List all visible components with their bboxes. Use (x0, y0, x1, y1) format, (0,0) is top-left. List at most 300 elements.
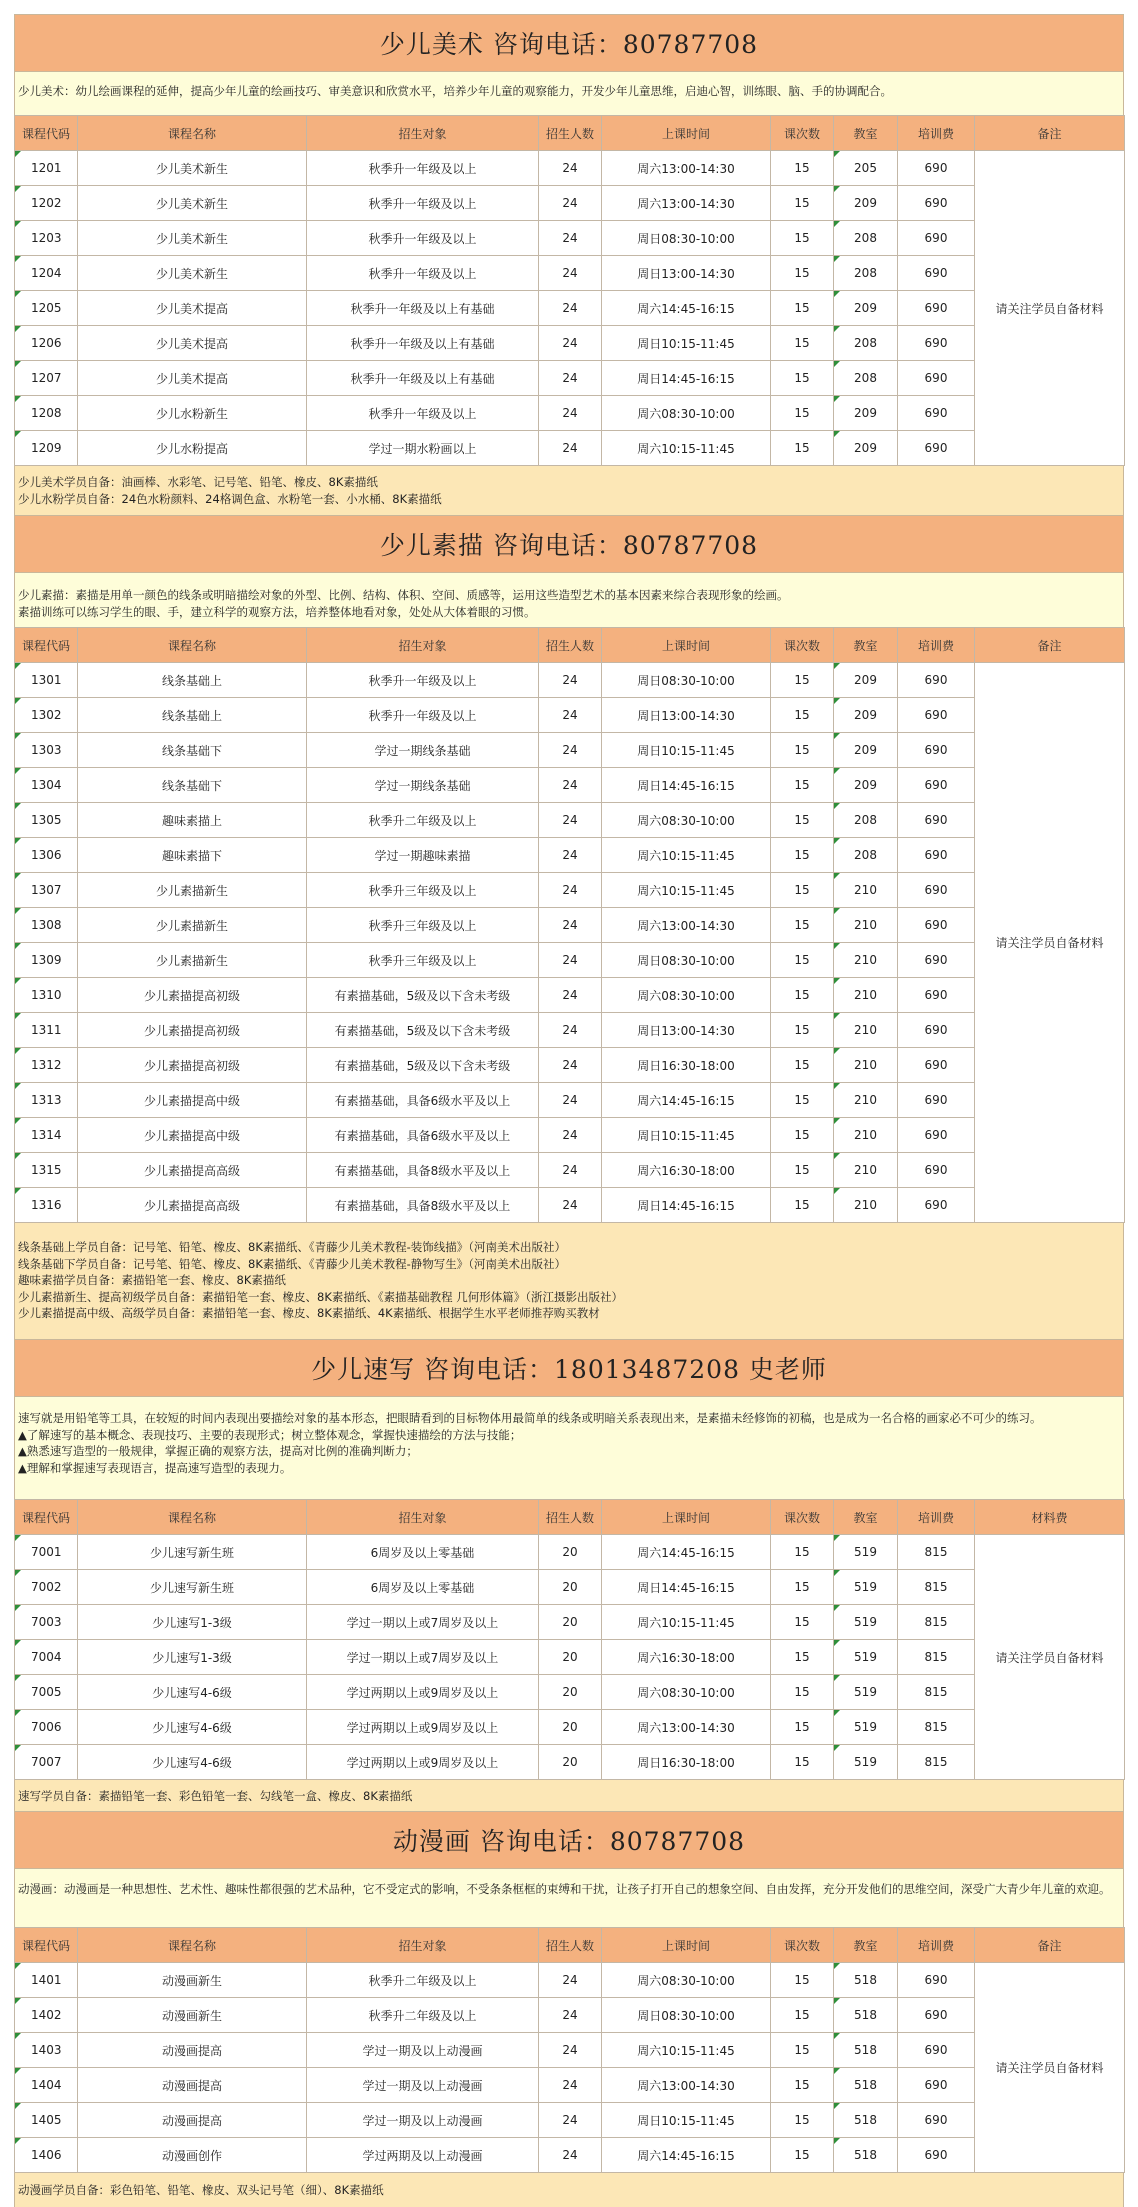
col-header-remark: 备注 (975, 628, 1125, 663)
cell-name: 少儿素描提高中级 (78, 1083, 307, 1118)
materials-note: 速写学员自备：素描铅笔一套、彩色铅笔一套、勾线笔一盒、橡皮、8K素描纸 (14, 1780, 1124, 1811)
cell-fee: 815 (898, 1640, 975, 1675)
cell-sessions: 15 (771, 1640, 834, 1675)
cell-code: 1207 (15, 361, 78, 396)
cell-time: 周日13:00-14:30 (602, 256, 771, 291)
table-row (15, 361, 1125, 396)
cell-code: 7007 (15, 1745, 78, 1780)
cell-room: 519 (834, 1675, 898, 1710)
cell-code: 1313 (15, 1083, 78, 1118)
cell-room: 518 (834, 2103, 898, 2138)
col-header-room: 教室 (834, 116, 898, 151)
cell-audience: 秋季升一年级及以上 (307, 698, 539, 733)
col-header-fee: 培训费 (898, 116, 975, 151)
table-row (15, 2033, 1125, 2068)
col-header-code: 课程代码 (15, 116, 78, 151)
table-row (15, 768, 1125, 803)
cell-code: 1205 (15, 291, 78, 326)
cell-audience: 学过一期及以上动漫画 (307, 2068, 539, 2103)
cell-fee: 690 (898, 733, 975, 768)
cell-time: 周日08:30-10:00 (602, 943, 771, 978)
table-row (15, 1570, 1125, 1605)
cell-code: 1204 (15, 256, 78, 291)
cell-room: 208 (834, 803, 898, 838)
cell-room: 519 (834, 1570, 898, 1605)
cell-code: 1402 (15, 1998, 78, 2033)
cell-time: 周六14:45-16:15 (602, 1083, 771, 1118)
cell-room: 209 (834, 431, 898, 466)
cell-code: 1209 (15, 431, 78, 466)
cell-sessions: 15 (771, 2138, 834, 2173)
cell-name: 少儿速写4-6级 (78, 1710, 307, 1745)
cell-capacity: 24 (539, 396, 602, 431)
cell-capacity: 24 (539, 1083, 602, 1118)
col-header-capacity: 招生人数 (539, 628, 602, 663)
cell-sessions: 15 (771, 2033, 834, 2068)
cell-code: 1406 (15, 2138, 78, 2173)
section-title: 少儿美术 咨询电话：80787708 (14, 14, 1124, 72)
cell-audience: 秋季升二年级及以上 (307, 1963, 539, 1998)
col-header-room: 教室 (834, 628, 898, 663)
cell-audience: 秋季升三年级及以上 (307, 943, 539, 978)
table-row (15, 873, 1125, 908)
cell-capacity: 24 (539, 1153, 602, 1188)
section-description: 动漫画：动漫画是一种思想性、艺术性、趣味性都很强的艺术品种，它不受定式的影响，不受条条框框的束缚和干扰，让孩子打开自己的想象空间、自由发挥，充分开发他们的思维空间，深受广大青少年儿童的欢迎。 (14, 1869, 1124, 1927)
cell-audience: 秋季升一年级及以上 (307, 151, 539, 186)
cell-audience: 学过一期以上或7周岁及以上 (307, 1605, 539, 1640)
cell-sessions: 15 (771, 663, 834, 698)
cell-fee: 690 (898, 221, 975, 256)
cell-room: 210 (834, 1188, 898, 1223)
cell-audience: 有素描基础，5级及以下含未考级 (307, 1048, 539, 1083)
cell-name: 少儿素描新生 (78, 873, 307, 908)
cell-code: 1311 (15, 1013, 78, 1048)
cell-capacity: 24 (539, 361, 602, 396)
cell-fee: 690 (898, 2103, 975, 2138)
cell-fee: 690 (898, 186, 975, 221)
cell-sessions: 15 (771, 1013, 834, 1048)
cell-capacity: 24 (539, 151, 602, 186)
cell-sessions: 15 (771, 733, 834, 768)
cell-time: 周六13:00-14:30 (602, 186, 771, 221)
cell-capacity: 24 (539, 873, 602, 908)
cell-name: 线条基础上 (78, 698, 307, 733)
cell-fee: 690 (898, 698, 975, 733)
cell-room: 518 (834, 2138, 898, 2173)
cell-sessions: 15 (771, 1710, 834, 1745)
cell-room: 208 (834, 326, 898, 361)
cell-fee: 690 (898, 1083, 975, 1118)
cell-fee: 690 (898, 256, 975, 291)
cell-sessions: 15 (771, 1745, 834, 1780)
cell-capacity: 24 (539, 431, 602, 466)
section-title: 少儿速写 咨询电话：18013487208 史老师 (14, 1339, 1124, 1397)
course-table (14, 1927, 1125, 2173)
cell-room: 519 (834, 1605, 898, 1640)
cell-sessions: 15 (771, 978, 834, 1013)
cell-sessions: 15 (771, 1605, 834, 1640)
cell-room: 208 (834, 838, 898, 873)
cell-time: 周日10:15-11:45 (602, 326, 771, 361)
cell-name: 少儿速写新生班 (78, 1535, 307, 1570)
table-row (15, 1048, 1125, 1083)
cell-fee: 690 (898, 838, 975, 873)
table-row (15, 908, 1125, 943)
cell-time: 周日10:15-11:45 (602, 2103, 771, 2138)
cell-room: 205 (834, 151, 898, 186)
cell-room: 209 (834, 733, 898, 768)
cell-capacity: 24 (539, 698, 602, 733)
cell-audience: 有素描基础，5级及以下含未考级 (307, 1013, 539, 1048)
cell-name: 少儿水粉提高 (78, 431, 307, 466)
cell-name: 少儿素描提高初级 (78, 1013, 307, 1048)
cell-capacity: 20 (539, 1675, 602, 1710)
course-table (14, 115, 1125, 466)
table-row (15, 1188, 1125, 1223)
cell-name: 少儿美术新生 (78, 186, 307, 221)
cell-fee: 815 (898, 1675, 975, 1710)
col-header-audience: 招生对象 (307, 1928, 539, 1963)
cell-name: 动漫画提高 (78, 2068, 307, 2103)
cell-capacity: 24 (539, 2068, 602, 2103)
cell-audience: 学过一期趣味素描 (307, 838, 539, 873)
cell-audience: 秋季升一年级及以上有基础 (307, 361, 539, 396)
cell-capacity: 20 (539, 1640, 602, 1675)
cell-audience: 有素描基础，具备6级水平及以上 (307, 1118, 539, 1153)
cell-time: 周日14:45-16:15 (602, 361, 771, 396)
cell-audience: 秋季升一年级及以上 (307, 396, 539, 431)
cell-capacity: 24 (539, 186, 602, 221)
col-header-sessions: 课次数 (771, 1500, 834, 1535)
cell-sessions: 15 (771, 873, 834, 908)
col-header-fee: 培训费 (898, 1500, 975, 1535)
cell-remark: 请关注学员自备材料 (975, 1963, 1125, 2173)
table-row (15, 2068, 1125, 2103)
materials-note: 线条基础上学员自备：记号笔、铅笔、橡皮、8K素描纸、《青藤少儿美术教程-装饰线描》（河南美术出版社） 线条基础下学员自备：记号笔、铅笔、橡皮、8K素描纸、《青藤少儿美术教程-静物写生》（河南美术出版社） 趣味素描学员自备：素描铅笔一套、橡皮、8K素描纸 少儿素描新生、提高初级学员自备：素描铅笔一套、橡皮、8K素描纸、《素描基础教程 几何形体篇》（浙江摄影出版社） 少儿素描提高中级、高级学员自备：素描铅笔一套、橡皮、8K素描纸、4K素描纸、根据学生水平老师推荐购买教材 (14, 1223, 1124, 1339)
cell-fee: 690 (898, 803, 975, 838)
cell-fee: 690 (898, 1963, 975, 1998)
cell-time: 周六10:15-11:45 (602, 838, 771, 873)
table-row (15, 221, 1125, 256)
table-row (15, 2103, 1125, 2138)
cell-fee: 690 (898, 2138, 975, 2173)
cell-audience: 秋季升三年级及以上 (307, 908, 539, 943)
course-table (14, 627, 1125, 1223)
cell-capacity: 24 (539, 1998, 602, 2033)
cell-code: 1314 (15, 1118, 78, 1153)
cell-audience: 有素描基础，具备6级水平及以上 (307, 1083, 539, 1118)
table-row (15, 1605, 1125, 1640)
cell-time: 周日10:15-11:45 (602, 1118, 771, 1153)
table-row (15, 733, 1125, 768)
cell-fee: 690 (898, 2068, 975, 2103)
table-row (15, 978, 1125, 1013)
cell-capacity: 20 (539, 1570, 602, 1605)
cell-time: 周六10:15-11:45 (602, 2033, 771, 2068)
cell-fee: 690 (898, 1188, 975, 1223)
cell-name: 趣味素描上 (78, 803, 307, 838)
cell-fee: 690 (898, 663, 975, 698)
col-header-capacity: 招生人数 (539, 1928, 602, 1963)
cell-fee: 690 (898, 873, 975, 908)
cell-room: 208 (834, 361, 898, 396)
materials-note: 动漫画学员自备：彩色铅笔、铅笔、橡皮、双头记号笔（细）、8K素描纸 (14, 2173, 1124, 2207)
table-row (15, 1998, 1125, 2033)
cell-code: 1203 (15, 221, 78, 256)
cell-code: 1309 (15, 943, 78, 978)
cell-sessions: 15 (771, 151, 834, 186)
col-header-sessions: 课次数 (771, 1928, 834, 1963)
section-art (14, 14, 1124, 515)
cell-fee: 815 (898, 1570, 975, 1605)
cell-fee: 690 (898, 2033, 975, 2068)
col-header-audience: 招生对象 (307, 1500, 539, 1535)
cell-room: 209 (834, 663, 898, 698)
cell-audience: 秋季升二年级及以上 (307, 1998, 539, 2033)
cell-capacity: 24 (539, 803, 602, 838)
cell-capacity: 24 (539, 2103, 602, 2138)
cell-room: 210 (834, 1153, 898, 1188)
cell-audience: 秋季升一年级及以上 (307, 186, 539, 221)
col-header-audience: 招生对象 (307, 116, 539, 151)
section-title: 动漫画 咨询电话：80787708 (14, 1811, 1124, 1869)
cell-room: 209 (834, 698, 898, 733)
cell-fee: 690 (898, 1153, 975, 1188)
cell-room: 208 (834, 221, 898, 256)
cell-room: 518 (834, 2033, 898, 2068)
cell-sessions: 15 (771, 1535, 834, 1570)
cell-code: 1308 (15, 908, 78, 943)
cell-room: 519 (834, 1535, 898, 1570)
materials-note: 少儿美术学员自备：油画棒、水彩笔、记号笔、铅笔、橡皮、8K素描纸 少儿水粉学员自备：24色水粉颜料、24格调色盒、水粉笔一套、小水桶、8K素描纸 (14, 466, 1124, 515)
cell-code: 1404 (15, 2068, 78, 2103)
cell-name: 少儿素描提高高级 (78, 1188, 307, 1223)
cell-audience: 有素描基础，具备8级水平及以上 (307, 1153, 539, 1188)
cell-fee: 690 (898, 943, 975, 978)
cell-sessions: 15 (771, 1188, 834, 1223)
col-header-name: 课程名称 (78, 1928, 307, 1963)
cell-room: 210 (834, 1118, 898, 1153)
cell-capacity: 24 (539, 978, 602, 1013)
cell-sessions: 15 (771, 943, 834, 978)
cell-audience: 学过两期以上或9周岁及以上 (307, 1745, 539, 1780)
cell-code: 1307 (15, 873, 78, 908)
cell-audience: 6周岁及以上零基础 (307, 1535, 539, 1570)
col-header-capacity: 招生人数 (539, 116, 602, 151)
cell-time: 周六08:30-10:00 (602, 1963, 771, 1998)
cell-room: 209 (834, 768, 898, 803)
table-row (15, 1083, 1125, 1118)
cell-name: 少儿美术新生 (78, 151, 307, 186)
cell-code: 1201 (15, 151, 78, 186)
cell-audience: 学过两期及以上动漫画 (307, 2138, 539, 2173)
cell-audience: 学过一期及以上动漫画 (307, 2033, 539, 2068)
cell-sessions: 15 (771, 2068, 834, 2103)
table-row (15, 698, 1125, 733)
cell-fee: 690 (898, 1118, 975, 1153)
cell-capacity: 24 (539, 291, 602, 326)
cell-capacity: 24 (539, 768, 602, 803)
cell-code: 1302 (15, 698, 78, 733)
cell-fee: 815 (898, 1605, 975, 1640)
cell-fee: 690 (898, 326, 975, 361)
cell-code: 7002 (15, 1570, 78, 1605)
cell-code: 1312 (15, 1048, 78, 1083)
cell-time: 周六08:30-10:00 (602, 803, 771, 838)
cell-capacity: 24 (539, 2138, 602, 2173)
cell-fee: 690 (898, 396, 975, 431)
table-row (15, 663, 1125, 698)
cell-code: 1403 (15, 2033, 78, 2068)
cell-audience: 学过一期水粉画以上 (307, 431, 539, 466)
table-row (15, 151, 1125, 186)
cell-time: 周六10:15-11:45 (602, 431, 771, 466)
cell-name: 动漫画创作 (78, 2138, 307, 2173)
cell-capacity: 24 (539, 908, 602, 943)
cell-time: 周六08:30-10:00 (602, 978, 771, 1013)
cell-audience: 学过一期及以上动漫画 (307, 2103, 539, 2138)
cell-name: 少儿美术提高 (78, 326, 307, 361)
cell-time: 周六13:00-14:30 (602, 1710, 771, 1745)
cell-name: 少儿美术新生 (78, 221, 307, 256)
table-row (15, 2138, 1125, 2173)
cell-name: 线条基础上 (78, 663, 307, 698)
table-row (15, 1118, 1125, 1153)
cell-capacity: 24 (539, 1118, 602, 1153)
cell-remark: 请关注学员自备材料 (975, 663, 1125, 1223)
cell-audience: 学过一期线条基础 (307, 768, 539, 803)
cell-sessions: 15 (771, 1963, 834, 1998)
cell-time: 周六16:30-18:00 (602, 1640, 771, 1675)
cell-name: 动漫画新生 (78, 1963, 307, 1998)
cell-room: 210 (834, 1048, 898, 1083)
table-row (15, 1963, 1125, 1998)
col-header-sessions: 课次数 (771, 116, 834, 151)
cell-sessions: 15 (771, 1998, 834, 2033)
cell-audience: 秋季升一年级及以上有基础 (307, 291, 539, 326)
cell-sessions: 15 (771, 326, 834, 361)
cell-fee: 815 (898, 1745, 975, 1780)
section-title: 少儿素描 咨询电话：80787708 (14, 515, 1124, 573)
cell-code: 1206 (15, 326, 78, 361)
cell-sessions: 15 (771, 803, 834, 838)
cell-audience: 学过一期线条基础 (307, 733, 539, 768)
cell-time: 周六08:30-10:00 (602, 1675, 771, 1710)
cell-capacity: 24 (539, 838, 602, 873)
cell-sessions: 15 (771, 361, 834, 396)
cell-name: 趣味素描下 (78, 838, 307, 873)
col-header-audience: 招生对象 (307, 628, 539, 663)
cell-time: 周日13:00-14:30 (602, 1013, 771, 1048)
table-row (15, 291, 1125, 326)
cell-sessions: 15 (771, 221, 834, 256)
cell-capacity: 24 (539, 326, 602, 361)
cell-room: 518 (834, 2068, 898, 2103)
cell-code: 1202 (15, 186, 78, 221)
cell-name: 少儿素描新生 (78, 943, 307, 978)
cell-audience: 学过两期以上或9周岁及以上 (307, 1710, 539, 1745)
cell-time: 周六16:30-18:00 (602, 1153, 771, 1188)
cell-capacity: 24 (539, 1013, 602, 1048)
cell-name: 动漫画新生 (78, 1998, 307, 2033)
cell-name: 少儿素描提高初级 (78, 1048, 307, 1083)
table-row (15, 1013, 1125, 1048)
cell-name: 少儿素描提高中级 (78, 1118, 307, 1153)
cell-fee: 690 (898, 768, 975, 803)
cell-sessions: 15 (771, 1083, 834, 1118)
cell-name: 少儿美术新生 (78, 256, 307, 291)
cell-fee: 690 (898, 361, 975, 396)
cell-code: 7004 (15, 1640, 78, 1675)
cell-room: 210 (834, 978, 898, 1013)
col-header-name: 课程名称 (78, 628, 307, 663)
col-header-capacity: 招生人数 (539, 1500, 602, 1535)
table-row (15, 326, 1125, 361)
cell-time: 周六14:45-16:15 (602, 291, 771, 326)
cell-fee: 690 (898, 151, 975, 186)
col-header-fee: 培训费 (898, 628, 975, 663)
col-header-code: 课程代码 (15, 628, 78, 663)
cell-code: 7001 (15, 1535, 78, 1570)
cell-capacity: 24 (539, 2033, 602, 2068)
cell-time: 周日08:30-10:00 (602, 1998, 771, 2033)
cell-capacity: 20 (539, 1605, 602, 1640)
cell-capacity: 20 (539, 1535, 602, 1570)
cell-audience: 秋季升三年级及以上 (307, 873, 539, 908)
table-row (15, 803, 1125, 838)
cell-time: 周六13:00-14:30 (602, 2068, 771, 2103)
cell-name: 线条基础下 (78, 768, 307, 803)
cell-room: 518 (834, 1963, 898, 1998)
table-row (15, 1745, 1125, 1780)
cell-code: 1405 (15, 2103, 78, 2138)
cell-room: 210 (834, 1013, 898, 1048)
cell-code: 1316 (15, 1188, 78, 1223)
cell-sessions: 15 (771, 1153, 834, 1188)
cell-name: 动漫画提高 (78, 2033, 307, 2068)
cell-name: 动漫画提高 (78, 2103, 307, 2138)
cell-sessions: 15 (771, 838, 834, 873)
cell-capacity: 24 (539, 256, 602, 291)
col-header-time: 上课时间 (602, 116, 771, 151)
table-row (15, 431, 1125, 466)
cell-code: 1305 (15, 803, 78, 838)
cell-fee: 690 (898, 431, 975, 466)
cell-room: 209 (834, 291, 898, 326)
cell-name: 线条基础下 (78, 733, 307, 768)
cell-room: 208 (834, 256, 898, 291)
col-header-code: 课程代码 (15, 1928, 78, 1963)
cell-audience: 秋季升一年级及以上有基础 (307, 326, 539, 361)
cell-time: 周六14:45-16:15 (602, 2138, 771, 2173)
cell-name: 少儿速写1-3级 (78, 1605, 307, 1640)
cell-audience: 秋季升一年级及以上 (307, 221, 539, 256)
section-quick-sketch (14, 1339, 1124, 1811)
cell-sessions: 15 (771, 698, 834, 733)
cell-code: 1306 (15, 838, 78, 873)
cell-code: 7005 (15, 1675, 78, 1710)
table-row (15, 838, 1125, 873)
course-schedule-sheet (14, 14, 1124, 2207)
cell-sessions: 15 (771, 1118, 834, 1153)
col-header-name: 课程名称 (78, 116, 307, 151)
cell-capacity: 24 (539, 733, 602, 768)
col-header-time: 上课时间 (602, 1500, 771, 1535)
cell-code: 1304 (15, 768, 78, 803)
cell-fee: 690 (898, 1998, 975, 2033)
table-row (15, 1153, 1125, 1188)
cell-code: 1303 (15, 733, 78, 768)
